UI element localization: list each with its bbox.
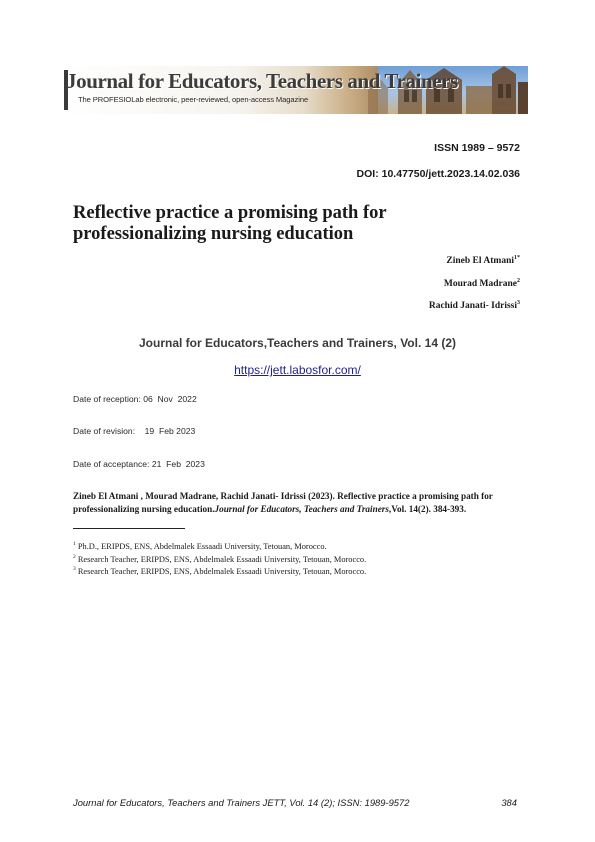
author-mark: 3 bbox=[517, 299, 520, 306]
citation-prefix: Zineb El Atmani , Mourad Madrane, Rachid Janati- Idrissi (2023). Reflective practice a promising path for professionalizing nursing education. bbox=[73, 491, 493, 514]
footnote-text: Research Teacher, ERIPDS, ENS, Abdelmalek Essaadi University, Tetouan, Morocco. bbox=[75, 555, 367, 564]
footnote-divider bbox=[73, 528, 185, 529]
running-footer: Journal for Educators, Teachers and Trainers JETT, Vol. 14 (2); ISSN: 1989-9572 bbox=[73, 797, 410, 808]
citation bbox=[73, 490, 523, 515]
doi-label: DOI: 10.47750/jett.2023.14.02.036 bbox=[356, 168, 520, 180]
author-name: Rachid Janati- Idrissi bbox=[428, 301, 517, 311]
date-of-acceptance: Date of acceptance: 21 Feb 2023 bbox=[73, 459, 205, 469]
footnote-text: Research Teacher, ERIPDS, ENS, Abdelmalek Essaadi University, Tetouan, Morocco. bbox=[75, 567, 367, 576]
journal-link[interactable]: https://jett.labosfor.com/ bbox=[234, 363, 361, 377]
author-3 bbox=[429, 301, 520, 311]
footnote-mark: 1 bbox=[73, 541, 76, 548]
footnote-3 bbox=[73, 566, 366, 577]
footnote-2 bbox=[73, 554, 366, 565]
page-number: 384 bbox=[501, 797, 517, 808]
article-title: Reflective practice a promising path for professionalizing nursing education bbox=[73, 203, 387, 244]
banner-title: Journal for Educators, Teachers and Trainers bbox=[66, 69, 458, 93]
author-2 bbox=[444, 279, 520, 289]
author-mark: 1* bbox=[514, 254, 520, 261]
author-name: Zineb El Atmani bbox=[446, 256, 514, 266]
author-1 bbox=[446, 256, 520, 266]
author-name: Mourad Madrane bbox=[443, 279, 517, 289]
footnote-1 bbox=[73, 541, 327, 552]
footnote-mark: 3 bbox=[73, 566, 76, 573]
citation-suffix: ,Vol. 14(2). 384-393. bbox=[388, 503, 467, 514]
journal-url-line bbox=[0, 363, 595, 377]
date-of-revision: Date of revision: 19 Feb 2023 bbox=[73, 426, 196, 436]
citation-journal: Journal for Educators, Teachers and Trainers bbox=[214, 503, 389, 514]
date-of-reception: Date of reception: 06 Nov 2022 bbox=[73, 394, 197, 404]
author-mark: 2 bbox=[517, 277, 520, 284]
journal-volume-line: Journal for Educators,Teachers and Trainers, Vol. 14 (2) bbox=[139, 336, 456, 350]
footnote-text: Ph.D., ERIPDS, ENS, Abdelmalek Essaadi University, Tetouan, Morocco. bbox=[75, 542, 327, 551]
footnote-mark: 2 bbox=[73, 554, 76, 561]
banner-tagline: The PROFESIOLab electronic, peer-reviewed, open-access Magazine bbox=[78, 95, 309, 104]
issn-label: ISSN 1989 – 9572 bbox=[434, 142, 520, 154]
journal-banner bbox=[60, 66, 528, 114]
